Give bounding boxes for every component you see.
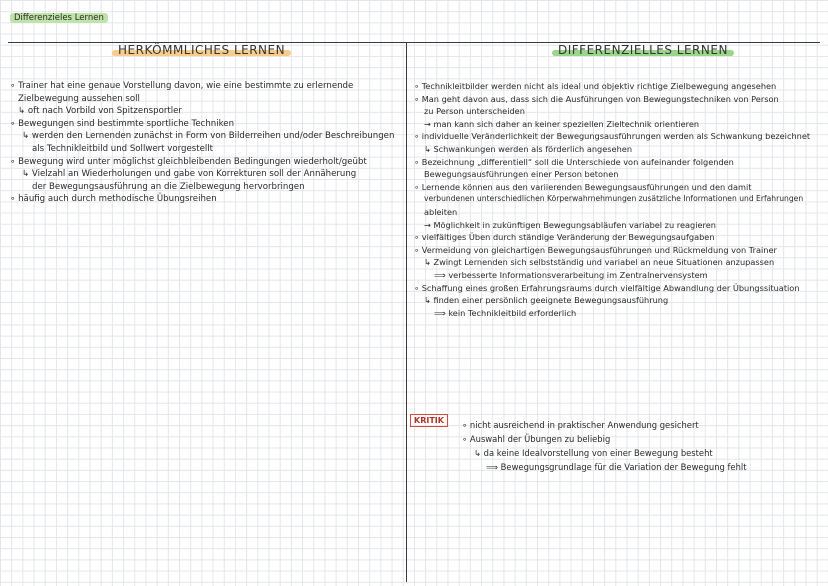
heading-traditional xyxy=(112,43,291,57)
note-line: ∘ vielfältiges Üben durch ständige Veränderung der Bewegungsaufgaben xyxy=(414,232,715,243)
note-line: ⟹ verbesserte Informationsverarbeitung im Zentralnervensystem xyxy=(434,269,708,280)
kritik-label: KRITIK xyxy=(410,414,448,427)
note-line: ∘ Bewegung wird unter möglichst gleichbleibenden Bedingungen wiederholt/geübt xyxy=(10,156,367,167)
note-line: ↳ Zwingt Lernenden sich selbstständig und variabel an neue Situationen anzupassen xyxy=(424,257,775,268)
note-line: verbundenen unterschiedlichen Körperwahrnehmungen zusätzliche Informationen und Erfahrungen xyxy=(424,194,804,204)
note-line: ↳ oft nach Vorbild von Spitzensportler xyxy=(18,106,182,117)
note-line: ∘ Trainer hat eine genaue Vorstellung davon, wie eine bestimmte zu erlernende xyxy=(10,81,354,91)
note-line: der Bewegungsausführung an die Zielbewegung hervorbringen xyxy=(32,181,305,192)
heading-differential-text: DIFFERENZIELLES LERNEN xyxy=(552,43,734,57)
note-line: zu Person unterscheiden xyxy=(424,106,525,117)
note-line: ableiten xyxy=(424,206,458,217)
note-line: ∘ nicht ausreichend in praktischer Anwendung gesichert xyxy=(462,420,699,430)
note-line: ∘ Man geht davon aus, dass sich die Ausführungen von Bewegungstechniken von Person xyxy=(414,93,779,104)
note-line: als Technikleitbild und Sollwert vorgestellt xyxy=(32,143,214,154)
note-line: ⟹ kein Technikleitbild erforderlich xyxy=(434,307,577,318)
page-title: Differenzieles Lernen xyxy=(10,13,108,23)
note-line: ∘ Vermeidung von gleichartigen Bewegungsausführungen und Rückmeldung von Trainer xyxy=(414,244,777,255)
note-line: → man kann sich daher an keiner speziellen Zieltechnik orientieren xyxy=(424,118,700,129)
note-line: ↳ da keine Idealvorstellung von einer Bewegung besteht xyxy=(474,448,713,458)
kritik-notes xyxy=(462,418,747,474)
note-line: ↳ Schwankungen werden als förderlich angesehen xyxy=(424,143,633,154)
column-divider xyxy=(406,42,407,582)
heading-traditional-text: HERKÖMMLICHES LERNEN xyxy=(112,43,291,57)
note-line: ∘ Lernende können aus den variierenden Bewegungsausführungen und den damit xyxy=(414,181,752,192)
note-line: ↳ finden einer persönlich geeignete Bewegungsausführung xyxy=(424,295,669,306)
note-line: ↳ Vielzahl an Wiederholungen und gabe von Korrekturen soll der Annäherung xyxy=(22,169,357,180)
traditional-notes xyxy=(10,80,394,206)
note-line: Zielbewegung aussehen soll xyxy=(18,93,140,104)
note-line: ∘ individuelle Veränderlichkeit der Bewegungsausführungen werden als Schwankung bezeichnet xyxy=(414,131,811,142)
heading-differential xyxy=(552,43,734,57)
note-line: ∘ Technikleitbilder werden nicht als ideal und objektiv richtige Zielbewegung angesehen xyxy=(414,81,777,91)
note-line: ∘ Bewegungen sind bestimmte sportliche Techniken xyxy=(10,118,235,129)
differential-notes xyxy=(414,80,810,319)
note-line: → Möglichkeit in zukünftigen Bewegungsabläufen variabel zu reagieren xyxy=(424,219,716,230)
note-line: ∘ Schaffung eines großen Erfahrungsraums durch vielfältige Abwandlung der Übungssituation xyxy=(414,282,800,293)
note-line: ↳ werden den Lernenden zunächst in Form von Bilderreihen und/oder Beschreibungen xyxy=(22,131,395,142)
note-line: ∘ häufig auch durch methodische Übungsreihen xyxy=(10,194,217,205)
note-line: ⟹ Bewegungsgrundlage für die Variation der Bewegung fehlt xyxy=(486,462,747,472)
note-line: ∘ Bezeichnung „differentiell“ soll die Unterschiede von aufeinander folgenden xyxy=(414,156,734,167)
note-line: ∘ Auswahl der Übungen zu beliebig xyxy=(462,434,611,444)
note-line: Bewegungsausführungen einer Person betonen xyxy=(424,169,619,180)
